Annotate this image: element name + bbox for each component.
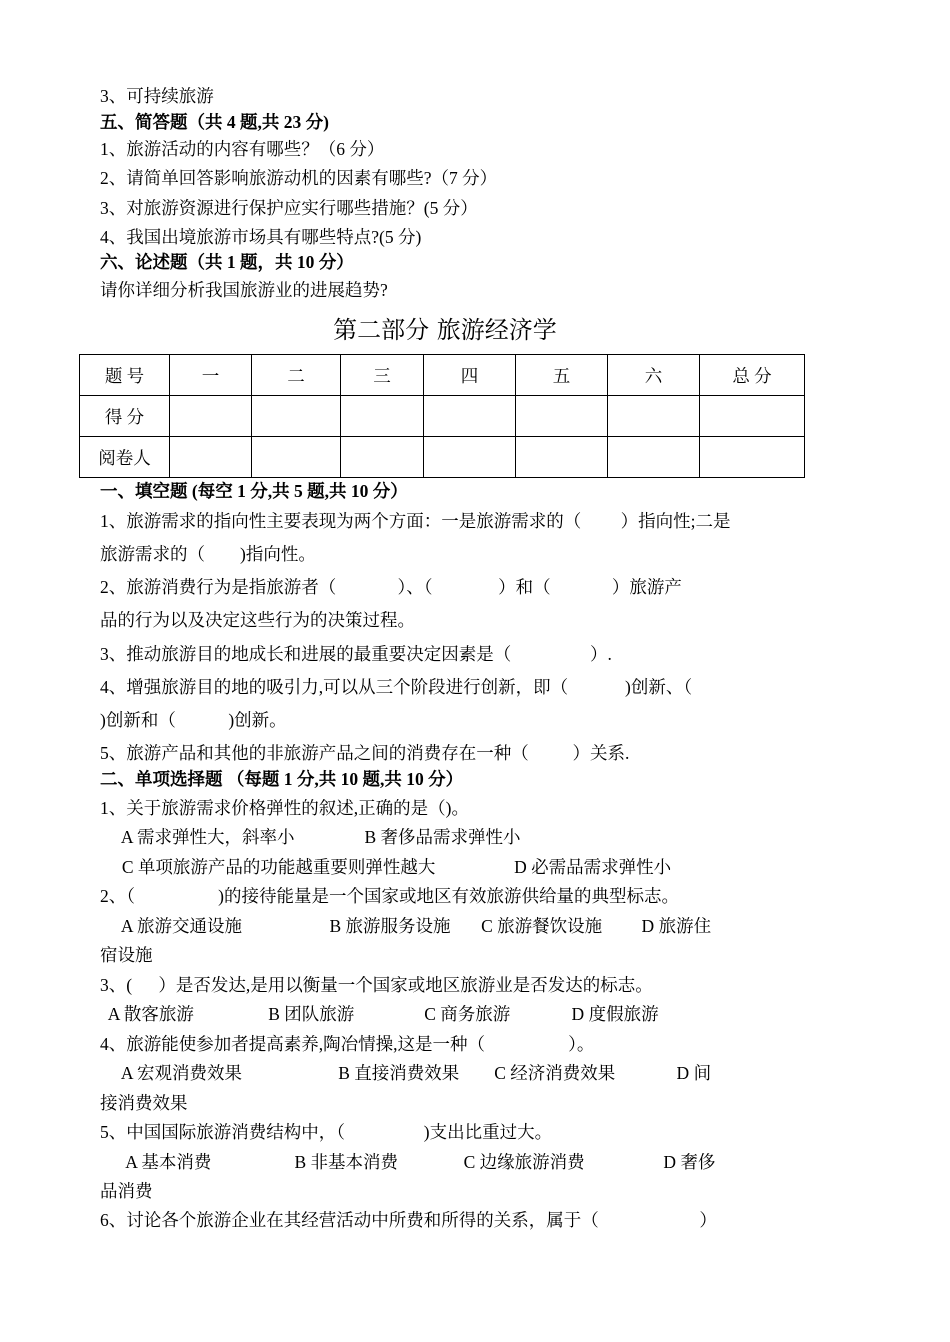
grader-cell (424, 437, 516, 478)
fill-blank-line: 品的行为以及决定这些行为的决策过程。 (100, 610, 415, 630)
score-cell (170, 396, 252, 437)
score-cell (424, 396, 516, 437)
essay-question: 请你详细分析我国旅游业的进展趋势? (100, 280, 388, 300)
score-table-header-row (80, 355, 805, 396)
short-answer-q1: 1、旅游活动的内容有哪些？（6 分） (100, 139, 385, 159)
grader-cell (170, 437, 252, 478)
single-choice-line: 2、（ )的接待能量是一个国家或地区有效旅游供给量的典型标志。 (100, 886, 679, 906)
single-choice-line: A 需求弹性大，斜率小 B 奢侈品需求弹性小 (100, 827, 521, 847)
fill-blank-line: 1、旅游需求的指向性主要表现为两个方面：一是旅游需求的（ ）指向性;二是 (100, 511, 731, 531)
single-choice-line: 1、关于旅游需求价格弹性的叙述,正确的是（)。 (100, 798, 469, 818)
single-choice-line: A 散客旅游 B 团队旅游 C 商务旅游 D 度假旅游 (100, 1004, 659, 1024)
header-cell: 一 (170, 355, 252, 396)
fill-blank-line: 旅游需求的（ )指向性。 (100, 544, 316, 564)
single-choice-line: 品消费 (100, 1181, 153, 1201)
grader-cell (516, 437, 608, 478)
header-cell: 五 (516, 355, 608, 396)
fill-blank-heading: 一、填空题 (每空 1 分,共 5 题,共 10 分） (100, 481, 408, 501)
short-answer-heading: 五、简答题（共 4 题,共 23 分) (100, 112, 329, 132)
score-cell (700, 396, 805, 437)
prev-tail-item: 3、可持续旅游 (100, 86, 214, 106)
single-choice-line: A 宏观消费效果 B 直接消费效果 C 经济消费效果 D 间 (100, 1063, 712, 1083)
fill-blank-line: 2、旅游消费行为是指旅游者（ ）、（ ）和（ ）旅游产 (100, 577, 682, 597)
score-row (80, 396, 805, 437)
header-cell: 题 号 (80, 355, 170, 396)
single-choice-line: 6、讨论各个旅游企业在其经营活动中所费和所得的关系，属于（ ） (100, 1210, 717, 1230)
single-choice-line: 宿设施 (100, 945, 153, 965)
single-choice-line: A 基本消费 B 非基本消费 C 边缘旅游消费 D 奢侈 (100, 1152, 716, 1172)
header-cell: 六 (608, 355, 700, 396)
short-answer-q2: 2、请简单回答影响旅游动机的因素有哪些?（7 分） (100, 168, 498, 188)
essay-heading: 六、论述题（共 1 题，共 10 分） (100, 252, 354, 272)
short-answer-q3: 3、对旅游资源进行保护应实行哪些措施？(5 分） (100, 198, 478, 218)
fill-blank-line: 3、推动旅游目的地成长和进展的最重要决定因素是（ ）. (100, 644, 612, 664)
score-cell (341, 396, 424, 437)
row-label: 阅卷人 (80, 437, 170, 478)
single-choice-line: C 单项旅游产品的功能越重要则弹性越大 D 必需品需求弹性小 (100, 857, 672, 877)
single-choice-line: 3、( ）是否发达,是用以衡量一个国家或地区旅游业是否发达的标志。 (100, 975, 653, 995)
score-cell (516, 396, 608, 437)
fill-blank-line: )创新和（ )创新。 (100, 710, 287, 730)
score-cell (608, 396, 700, 437)
single-choice-line: 5、中国国际旅游消费结构中，（ )支出比重过大。 (100, 1122, 553, 1142)
grader-cell (608, 437, 700, 478)
header-cell: 二 (252, 355, 341, 396)
grader-cell (252, 437, 341, 478)
single-choice-line: A 旅游交通设施 B 旅游服务设施 C 旅游餐饮设施 D 旅游住 (100, 916, 712, 936)
score-cell (252, 396, 341, 437)
single-choice-line: 接消费效果 (100, 1093, 188, 1113)
grader-row (80, 437, 805, 478)
header-cell: 四 (424, 355, 516, 396)
part-title: 第二部分 旅游经济学 (333, 316, 557, 344)
single-choice-line: 4、旅游能使参加者提高素养,陶冶情操,这是一种（ ）。 (100, 1034, 595, 1054)
fill-blank-line: 5、旅游产品和其他的非旅游产品之间的消费存在一种（ ）关系. (100, 743, 630, 763)
header-cell: 三 (341, 355, 424, 396)
short-answer-q4: 4、我国出境旅游市场具有哪些特点?(5 分) (100, 227, 422, 247)
score-table (79, 354, 805, 478)
header-cell: 总 分 (700, 355, 805, 396)
single-choice-heading: 二、单项选择题 （每题 1 分,共 10 题,共 10 分） (100, 769, 464, 789)
grader-cell (700, 437, 805, 478)
fill-blank-line: 4、增强旅游目的地的吸引力,可以从三个阶段进行创新，即（ )创新、（ (100, 677, 693, 697)
grader-cell (341, 437, 424, 478)
row-label: 得 分 (80, 396, 170, 437)
